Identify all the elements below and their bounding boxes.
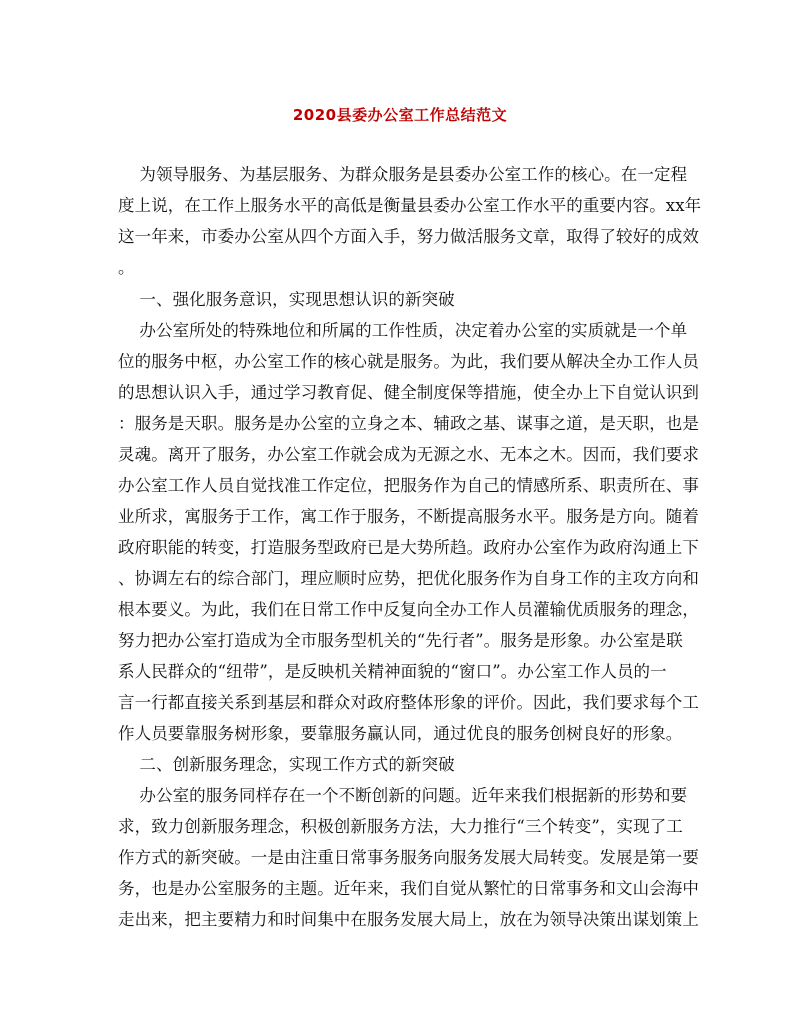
text-line: 作方式的新突破。一是由注重日常事务服务向服务发展大局转变。发展是第一要: [118, 848, 699, 867]
document-title: 2020县委办公室工作总结范文: [292, 106, 508, 124]
text-line: 政府职能的转变，打造服务型政府已是大势所趋。政府办公室作为政府沟通上下: [118, 538, 699, 557]
text-line: 、协调左右的综合部门，理应顺时应势，把优化服务作为自身工作的主攻方向和: [118, 569, 699, 588]
text-line: 走出来，把主要精力和时间集中在服务发展大局上，放在为领导决策出谋划策上: [118, 910, 699, 929]
text-line: 的思想认识入手，通过学习教育促、健全制度保等措施，使全办上下自觉认识到: [118, 383, 699, 402]
text-line: ：服务是天职。服务是办公室的立身之本、辅政之基、谋事之道，是天职，也是: [118, 414, 699, 433]
text-line: 灵魂。离开了服务，办公室工作就会成为无源之水、无本之木。因而，我们要求: [118, 445, 699, 464]
text-line: 务，也是办公室服务的主题。近年来，我们自觉从繁忙的日常事务和文山会海中: [118, 879, 699, 898]
text-line: 办公室所处的特殊地位和所属的工作性质，决定着办公室的实质就是一个单: [118, 321, 688, 340]
text-line: 为领导服务、为基层服务、为群众服务是县委办公室工作的核心。在一定程: [118, 165, 688, 184]
text-line: 业所求，寓服务于工作，寓工作于服务，不断提高服务水平。服务是方向。随着: [118, 507, 699, 526]
section-heading: 二、创新服务理念，实现工作方式的新突破: [118, 755, 455, 774]
text-line: 言一行都直接关系到基层和群众对政府整体形象的评价。因此，我们要求每个工: [118, 693, 699, 712]
text-line: 求，致力创新服务理念，积极创新服务方法，大力推行“三个转变”，实现了工: [118, 817, 683, 836]
text-line: 。: [118, 258, 135, 277]
text-line: 系人民群众的“纽带”，是反映机关精神面貌的“窗口”。办公室工作人员的一: [118, 662, 667, 681]
text-line: 位的服务中枢，办公室工作的核心就是服务。为此，我们要从解决全办工作人员: [118, 352, 699, 371]
text-line: 努力把办公室打造成为全市服务型机关的“先行者”。服务是形象。办公室是联: [118, 631, 683, 650]
section-heading: 一、强化服务意识，实现思想认识的新突破: [118, 290, 455, 309]
text-line: 根本要义。为此，我们在日常工作中反复向全办工作人员灌输优质服务的理念，: [118, 600, 699, 619]
text-line: 度上说，在工作上服务水平的高低是衡量县委办公室工作水平的重要内容。xx年: [118, 196, 702, 215]
text-line: 办公室工作人员自觉找准工作定位，把服务作为自己的情感所系、职责所在、事: [118, 476, 699, 495]
text-line: 办公室的服务同样存在一个不断创新的问题。近年来我们根据新的形势和要: [118, 786, 688, 805]
text-line: 这一年来，市委办公室从四个方面入手，努力做活服务文章，取得了较好的成效: [118, 227, 699, 246]
text-line: 作人员要靠服务树形象，要靠服务赢认同，通过优良的服务创树良好的形象。: [118, 724, 683, 743]
